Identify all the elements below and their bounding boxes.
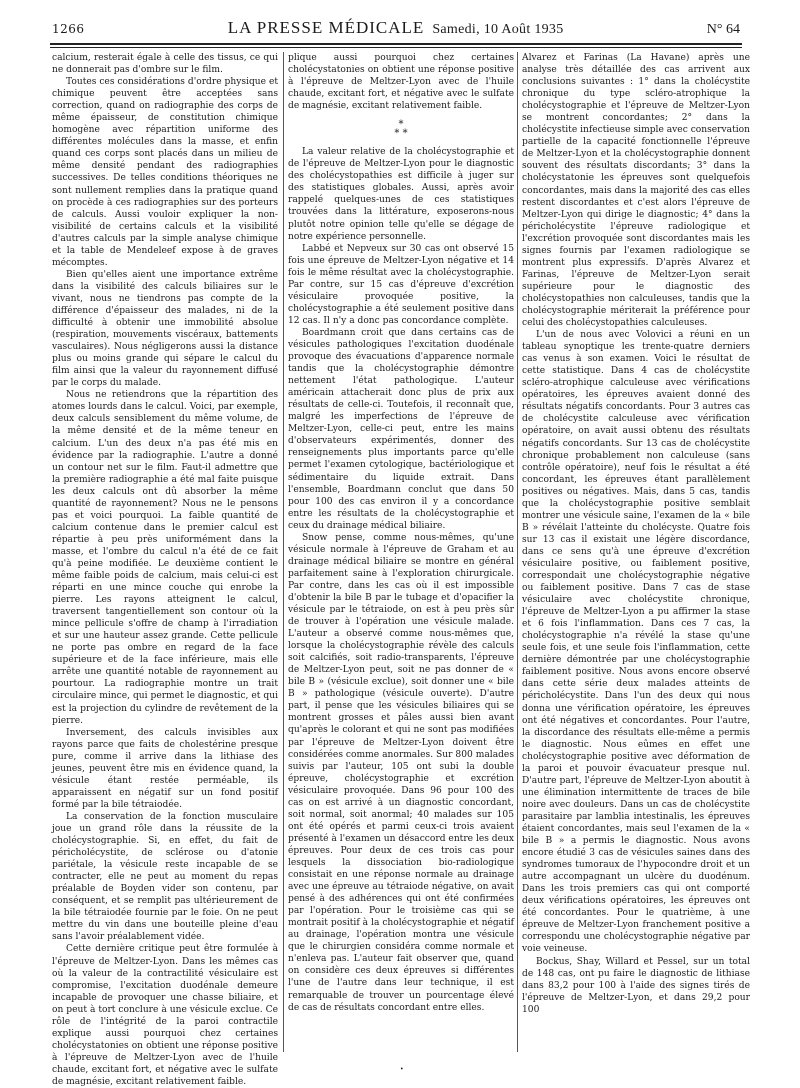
column-2 [288, 52, 514, 1014]
header-rule [50, 43, 742, 48]
paragraph: Inversement, des calculs invisibles aux rayons parce que faits de cholestérine presque pure, comme il arrive dans la lithiase des jeunes, peuvent être mis en évidence quand, la vésicule étant restée perméable, ils apparaissent en négatif sur un fond positif formé par la bile tétraiodée. [52, 727, 278, 810]
paragraph: Toutes ces considérations d'ordre physique et chimique peuvent être acceptées sans correction, quand on radiographie des corps de même épaisseur, de constitution chimique homogène avec répartition uniforme des différentes molécules dans la masse, et enfin quand ces corps sont placés dans un milieu de même densité pendant des radiographies successives. De telles conditions théoriques ne sont nullement remplies dans la pratique quand on procède à ces radiographies sur des porteurs de calculs. Aussi vouloir expliquer la non-visibilité de certains calculs et la visibilité d'autres calculs par la simple analyse chimique et la table de Mendeleef expose à de graves mécomptes. [52, 77, 278, 268]
column-3 [522, 52, 750, 1016]
page-foot-mark: • [400, 1066, 404, 1073]
paragraph: Bien qu'elles aient une importance extrême dans la visibilité des calculs biliaires sur le vivant, nous ne tiendrons pas compte de la différence d'épaisseur des malades, ni de la difficulté à obtenir une immobilité absolue (respiration, mouvements viscéraux, battements vasculaires). Nous négligerons aussi la distance plus ou moins grande qui sépare le calcul du film ainsi que la valeur du rayonnement diffusé par le corps du malade. [52, 269, 278, 389]
paragraph: Boardmann croit que dans certains cas de vésicules pathologiques l'excitation duodénale provoque des évacuations d'apparence normale tandis que la cholécystographie démontre nettement l'état pathologique. L'auteur américain attacherait donc plus de prix aux résultats de celle-ci. Toutefois, il reconnaît que, malgré les imperfections de l'épreuve de Meltzer-Lyon, celle-ci peut, entre les mains d'observateurs expérimentés, donner des renseignements plus importants parce qu'elle permet l'examen cytologique, bactériologique et sédimentaire du liquide extrait. Dans l'ensemble, Boardmann conclut que dans 50 pour 100 des cas environ il y a concordance entre les résultats de la cholécystographie et ceux du drainage médical biliaire. [288, 327, 514, 531]
header-center [228, 18, 564, 38]
paragraph: L'un de nous avec Volovici a réuni en un tableau synoptique les trente-quatre derniers cas venus à son examen. Voici le résultat de cette statistique. Dans 4 cas de cholécystite scléro-atrophique calculeuse avec vérifications opératoires, les épreuves avaient donné des résultats négatifs concordants. Pour 3 autres cas de cholécystite calculeuse avec vérification opératoire, on avait aussi obtenu des résultats négatifs concordants. Sur 13 cas de cholécystite chronique probablement non calculeuse (sans contrôle opératoire), neuf fois le résultat a été concordant, les épreuves étant parallèlement positives ou négatives. Mais, dans 5 cas, tandis que la cholécystographie positive semblait montrer une vésicule saine, l'examen de la « bile B » révélait l'atteinte du cholécyste. Quatre fois sur 13 cas il existait une légère discordance, dans ce sens qu'à une épreuve d'excrétion vésiculaire positive, ou faiblement positive, correspondait une cholécystographie négative ou faiblement positive. Dans 7 cas de stase vésiculaire avec cholécystite chronique, l'épreuve de Meltzer-Lyon a pu affirmer la stase et 6 fois l'inflammation. Dans ces 7 cas, la cholécystographie n'a révélé la stase qu'une seule fois, et une seule fois l'inflammation, cette dernière démontrée par une cholécystographie faiblement positive. Nous avons encore observé dans cette série deux malades atteints de péricholécystite. Dans l'un des deux qui nous donna une vérification opératoire, les épreuves ont été négatives et concordantes. Pour l'autre, la discordance des résultats elle-même a permis le diagnostic. Nous eûmes en effet une cholécystographie positive avec déformation de la paroi et pouvoir évacuateur presque nul. D'autre part, l'épreuve de Meltzer-Lyon aboutit à une élimination intermittente de traces de bile noire avec douleurs. Dans un cas de cholécystite parasitaire par lamblia intestinalis, les épreuves étaient concordantes, mais seul l'examen de la « bile B » a permis le diagnostic. Nous avons encore étudié 3 cas de vésicules saines dans des syndromes tumoraux de l'hypocondre droit et un autre accompagnant un ulcère du duodénum. Dans les trois premiers cas qui ont comporté deux vérifications opératoires, les épreuves ont été concordantes. Pour le quatrième, à une épreuve de Meltzer-Lyon franchement positive a correspondu une cholécystographie négative par voie veineuse. [522, 330, 750, 955]
journal-title: LA PRESSE MÉDICALE [227, 18, 425, 37]
paragraph: Labbé et Nepveux sur 30 cas ont observé 15 fois une épreuve de Meltzer-Lyon négative et 14 fois le même résultat avec la cholécystographie. Par contre, sur 15 cas d'épreuve d'excrétion vésiculaire provoquée positive, la cholécystographie a été seulement positive dans 12 cas. Il n'y a donc pas concordance complète. [288, 243, 514, 326]
page-header [52, 18, 740, 40]
column-divider [283, 52, 284, 1052]
issue-date: Samedi, 10 Août 1935 [432, 22, 564, 37]
paragraph: Alvarez et Farinas (La Havane) après une analyse très détaillée des cas arrivent aux conclusions suivantes : 1° dans la cholécystite chronique du type scléro-atrophique la cholécystographie et l'épreuve de Meltzer-Lyon se montrent concordantes; 2° dans la cholécystite infectieuse simple avec conservation partielle de la capacité fonctionnelle l'épreuve de Meltzer-Lyon et la cholécystographie donnent souvent des résultats discordants; 3° dans la cholécystatonie les épreuves sont quelquefois concordantes, mais dans la majorité des cas elles restent discordantes et c'est alors l'épreuve de Meltzer-Lyon qui dirige le diagnostic; 4° dans la péricholécystite l'épreuve radiologique et l'excrétion provoquée sont discordantes mais les signes fournis par l'examen radiologique se montrent plus expressifs. D'après Alvarez et Farinas, l'épreuve de Meltzer-Lyon serait supérieure pour le diagnostic des cholécystopathies non calculeuses, tandis que la cholécystographie mériterait la préférence pour celui des cholécystopathies calculeuses. [522, 53, 750, 329]
page-number: 1266 [52, 22, 85, 36]
section-separator: * * * [394, 119, 408, 140]
paragraph: Bockus, Shay, Willard et Pessel, sur un total de 148 cas, ont pu faire le diagnostic de lithiase dans 83,2 pour 100 à l'aide des signes tirés de l'épreuve de Meltzer-Lyon, et dans 29,2 pour 100 [522, 956, 750, 1015]
column-divider [517, 52, 518, 1052]
paragraph: Cette dernière critique peut être formulée à l'épreuve de Meltzer-Lyon. Dans les mêmes cas où la valeur de la contractilité vésiculaire est compromise, l'excitation duodénale demeure incapable de provoquer une chasse biliaire, et on peut à tort conclure à une vésicule exclue. Ce rôle de l'intégrité de la paroi contractile explique aussi pourquoi chez certaines cholécystatonies on obtient une réponse positive à l'épreuve de Meltzer-Lyon avec de l'huile chaude, excitant fort, et négative avec le sulfate de magnésie, excitant relativement faible. [52, 944, 278, 1087]
paragraph: Snow pense, comme nous-mêmes, qu'une vésicule normale à l'épreuve de Graham et au drainage médical biliaire se montre en général parfaitement saine à l'exploration chirurgicale. Par contre, dans les cas où il est impossible d'obtenir la bile B par le tubage et d'opacifier la vésicule par le tétraiode, on est à peu près sûr de trouver à l'opération une vésicule malade. L'auteur a observé comme nous-mêmes que, lorsque la cholécystographie révèle des calculs soit calcifiés, soit radio-transparents, l'épreuve de Meltzer-Lyon peut, soit ne pas donner de « bile B » (vésicule exclue), soit donner une « bile B » pathologique (vésicule ouverte). D'autre part, il pense que les vésicules biliaires qui se montrent grosses et pâles aussi bien avant qu'après le colorant et qui ne sont pas modifiées par l'épreuve de Meltzer-Lyon doivent être considérées comme anormales. Sur 800 malades suivis par l'auteur, 105 ont subi la double épreuve, cholécystographie et excrétion vésiculaire provoquée. Dans 96 pour 100 des cas on est arrivé à un diagnostic concordant, soit normal, soit anormal; 40 malades sur 105 ont été opérés et parmi ceux-ci trois avaient présenté à l'examen un désaccord entre les deux épreuves. Pour deux de ces trois cas pour lesquels la dissociation bio-radiologique consistait en une réponse normale au drainage avec une épreuve au tétraiode négative, on avait pensé à des adhérences qui ont été confirmées par l'opération. Pour le troisième cas qui se montrait positif à la cholécystographie et négatif au drainage, l'opération montra une vésicule que le chirurgien considéra comme normale et n'enleva pas. L'auteur fait observer que, quand on considère ces deux épreuves si différentes l'une de l'autre dans leur technique, il est remarquable de trouver un pourcentage élevé de cas de résultats concordant entre elles. [288, 532, 514, 1013]
column-1 [52, 52, 278, 1088]
paragraph: plique aussi pourquoi chez certaines cholécystatonies on obtient une réponse positive à l'épreuve de Meltzer-Lyon avec de l'huile chaude, excitant fort, et négative avec le sulfate de magnésie, excitant relativement faible. [288, 53, 514, 112]
paragraph: La valeur relative de la cholécystographie et de l'épreuve de Meltzer-Lyon pour le diagnostic des cholécystopathies est difficile à juger sur des statistiques globales. Aussi, après avoir rappelé quelques-unes de ces statistiques trouvées dans la littérature, exposerons-nous plutôt notre opinion telle qu'elle se dégage de notre expérience personnelle. [288, 147, 514, 242]
paragraph: Nous ne retiendrons que la répartition des atomes lourds dans le calcul. Voici, par exemple, deux calculs sensiblement du même volume, de la même densité et de la même teneur en calcium. L'un des deux n'a pas été mis en évidence par la radiographie. L'autre a donné un contour net sur le film. Faut-il admettre que la première radiographie a été mal faite puisque les deux calculs ont dû absorber la même quantité de rayonnement? Nous ne le pensons pas et voici pourquoi. La faible quantité de calcium contenue dans le premier calcul est répartie à peu près uniformément dans la masse, et l'ombre du calcul n'a été de ce fait qu'à peine modifiée. Le deuxième contient le même faible poids de calcium, mais celui-ci est réparti en une mince couche qui enrobe la pierre. Les rayons atteignent le calcul, traversent tangentiellement son contour où la mince pellicule s'offre de champ à l'irradiation et sur une hauteur assez grande. Cette pellicule ne porte pas ombre en regard de la face supérieure et de la face inférieure, mais elle arrête une quantité notable de rayonnement au pourtour. La radiographie montre un trait circulaire mince, qui permet le diagnostic, et qui est la projection du cylindre de revêtement de la pierre. [52, 390, 278, 726]
paragraph: La conservation de la fonction musculaire joue un grand rôle dans la réussite de la cholécystographie. Si, en effet, du fait de péricholécystite, de sclérose ou d'atonie pariétale, la vésicule reste incapable de se contracter, elle ne peut au moment du repas préalable de Boyden vider son contenu, par conséquent, et se remplit pas ultérieurement de la bile tétraiodée fournie par le foie. On ne peut mettre du vin dans une bouteille pleine d'eau sans l'avoir préalablement vidée. [52, 811, 278, 943]
issue-number: N° 64 [706, 22, 740, 37]
paragraph: calcium, resterait égale à celle des tissus, ce qui ne donnerait pas d'ombre sur le film. [52, 53, 278, 76]
